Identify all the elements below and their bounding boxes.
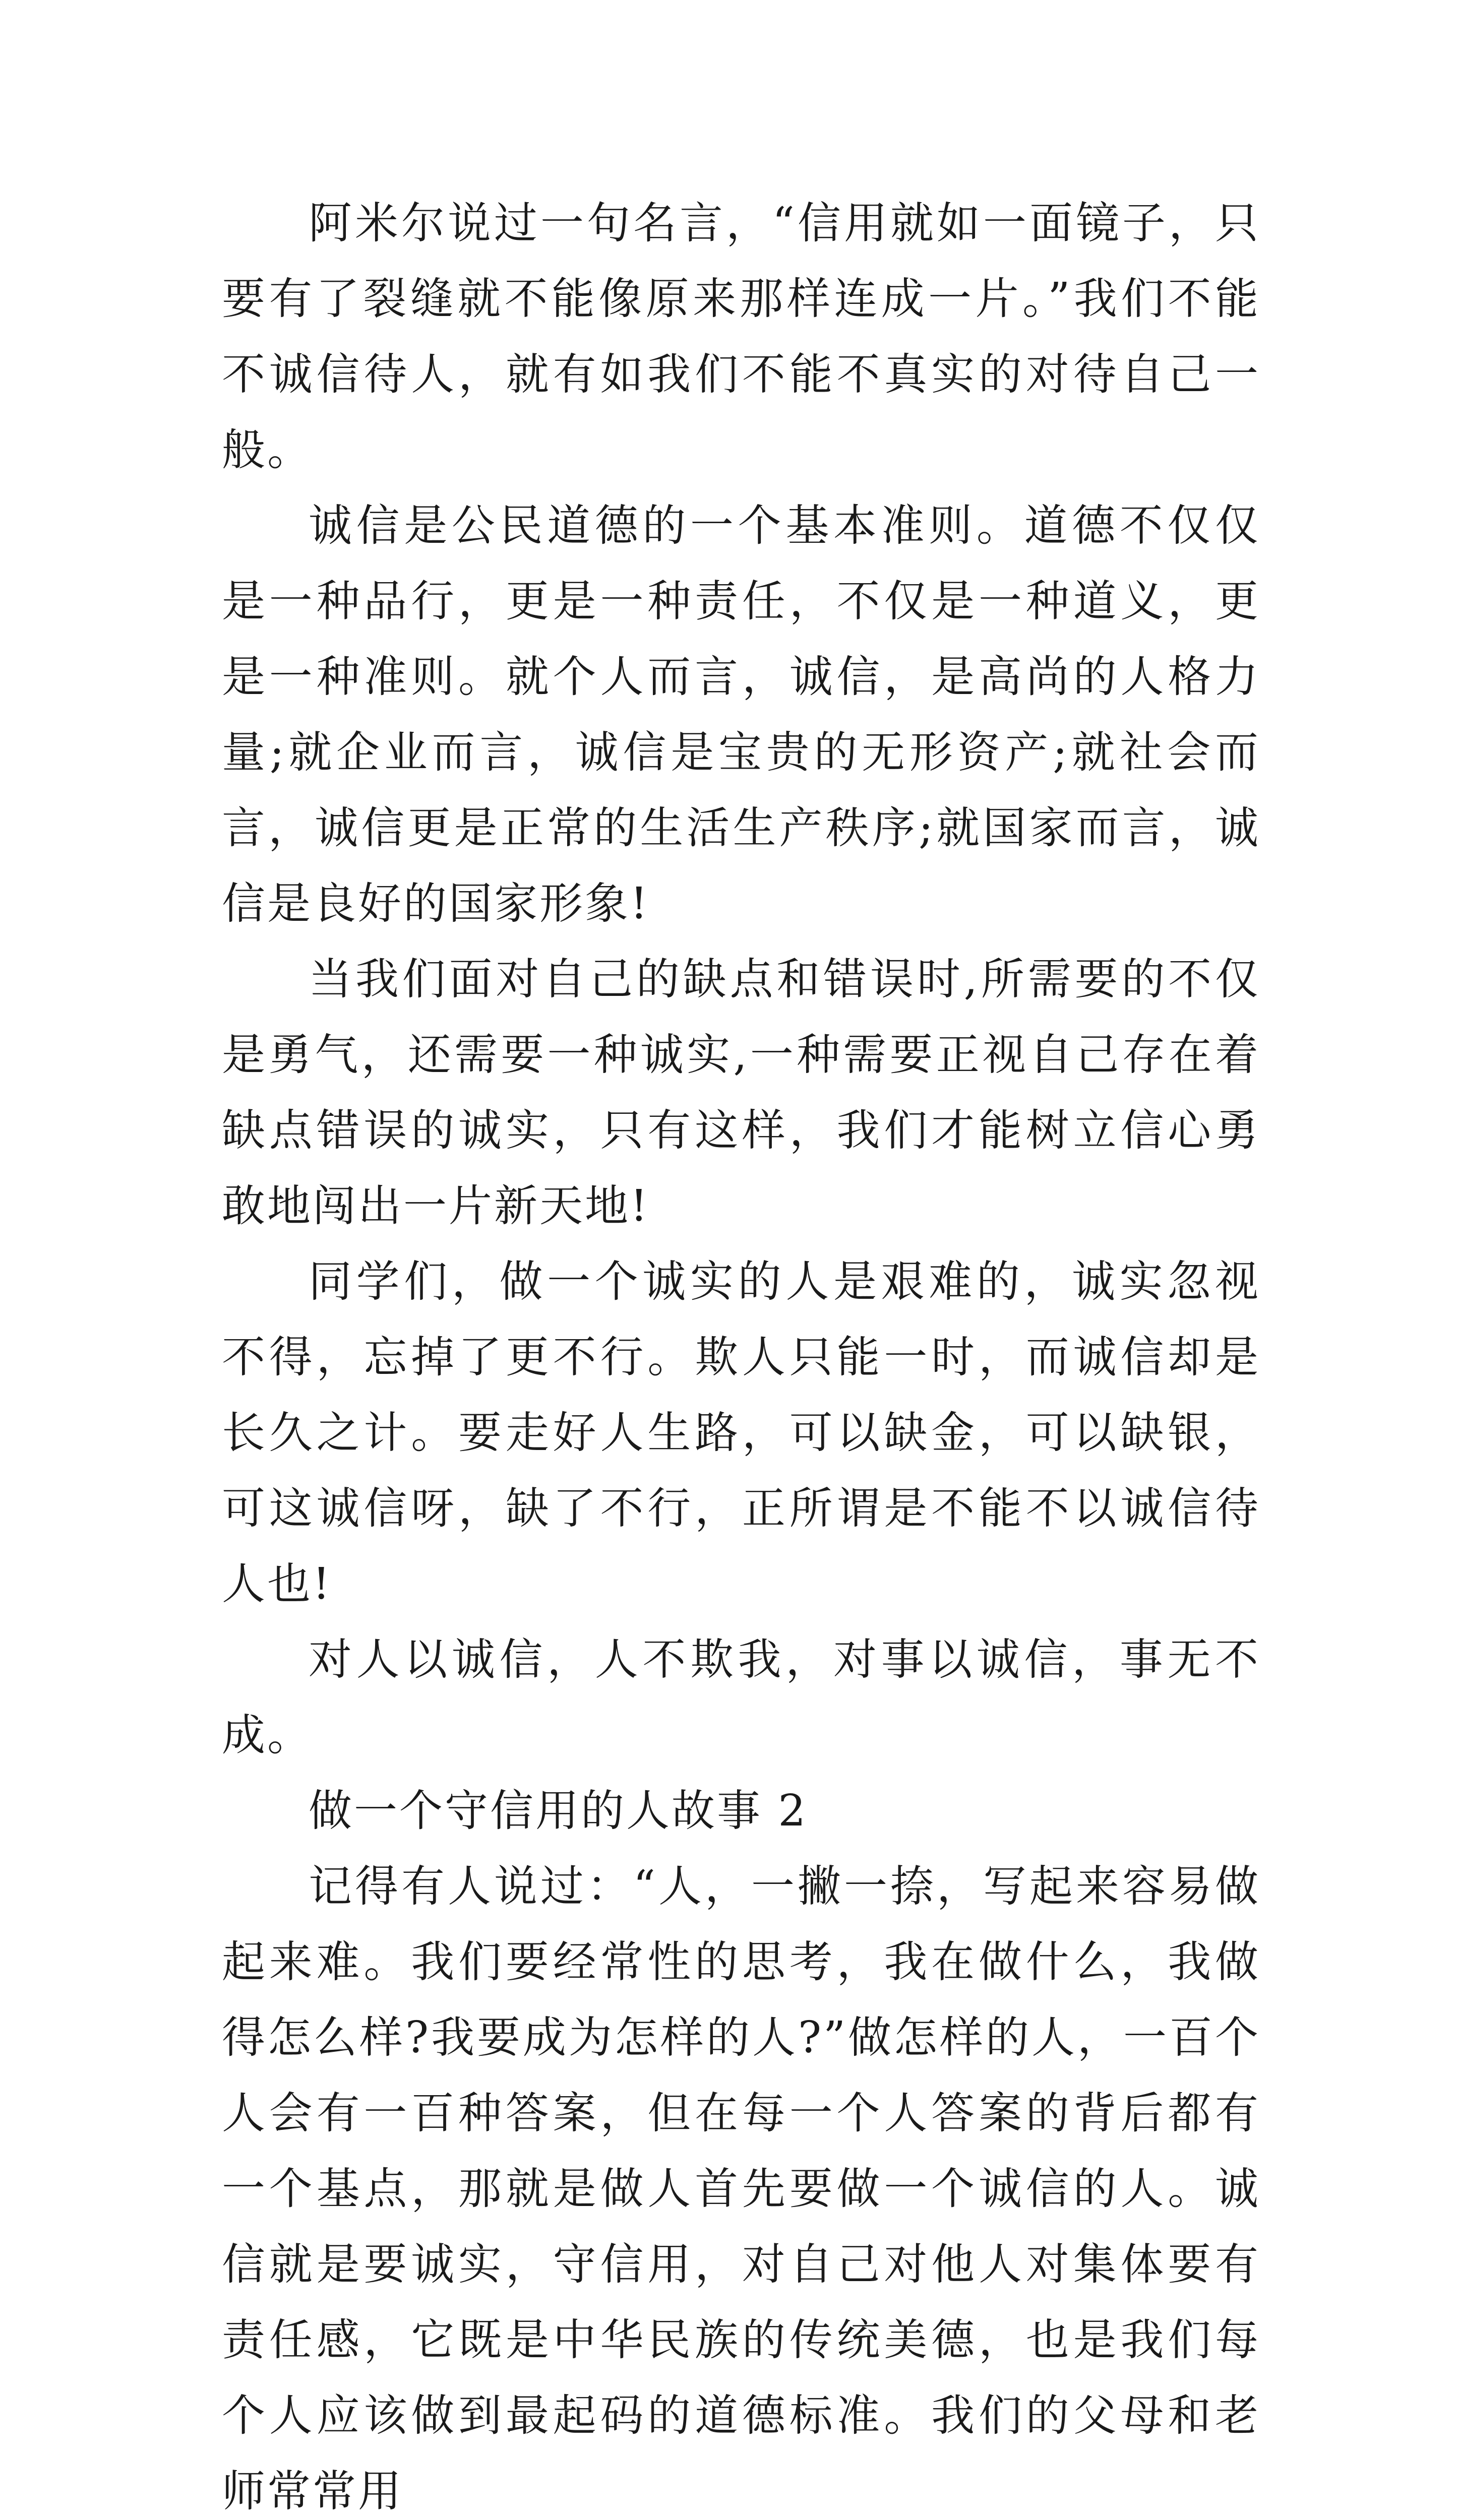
paragraph-3: 当我们面对自己的缺点和错误时,所需要的不仅是勇气，还需要一种诚实,一种需要正视自己存在着缺点错误的诚实，只有这样，我们才能树立信心勇敢地闯出一片新天地! xyxy=(222,954,1260,1231)
paragraph-2: 诚信是公民道德的一个基本准则。道德不仅仅是一种品行，更是一种责任，不仅是一种道义，更是一种准则。就个人而言，诚信，是高尚的人格力量;就企业而言，诚信是宝贵的无形资产;就社会而言，诚信更是正常的生活生产秩序;就国家而言，诚信是良好的国家形象! xyxy=(222,500,1260,929)
paragraph-6: 记得有人说过：“人，一撇一捺，写起来容易做起来难。我们要经常性的思考，我在做什么，我做得怎么样?我要成为怎样的人?”做怎样的人，一百个人会有一百种答案，但在每一个人答案的背后都有一个基点，那就是做人首先要做一个诚信的人。诚信就是要诚实，守信用，对自己对他人对集体要有责任感，它既是中华民族的传统美德，也是我们每个人应该做到最起码的道德标准。我们的父母和老师常常用 xyxy=(222,1861,1260,2516)
paragraph-5: 对人以诚信，人不欺我，对事以诚信，事无不成。 xyxy=(222,1634,1260,1760)
paragraph-1: 阿米尔说过一句名言，“信用就如一面镜子，只要有了裂缝就不能像原来那样连成一片。”我们不能不诚信待人，就有如我们不能不真实的对待自己一般。 xyxy=(222,198,1260,475)
section-heading: 做一个守信用的人故事 2 xyxy=(309,1786,808,1836)
document-body xyxy=(222,185,1260,2520)
paragraph-4: 同学们，做一个诚实的人是艰难的，诚实忽视不得，忘掉了更不行。欺人只能一时，而诚信却是长久之计。要走好人生路，可以缺金，可以缺银，可这诚信呀，缺了不行，正所谓是不能不以诚信待人也! xyxy=(222,1256,1260,1609)
